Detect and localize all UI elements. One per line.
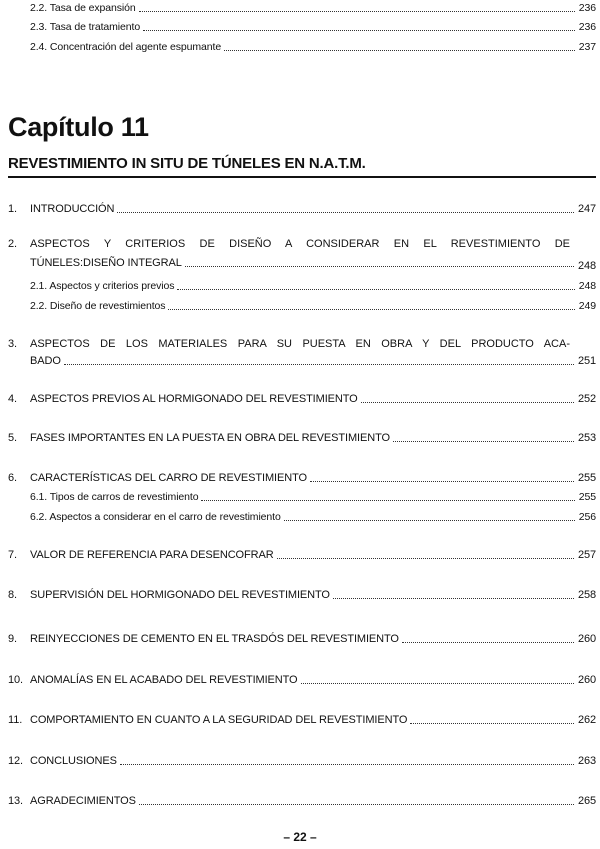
toc-entry-12 bbox=[0, 755, 600, 768]
toc-entry-label: AGRADECIMIENTOS bbox=[30, 795, 136, 807]
toc-entry-2 bbox=[0, 257, 600, 270]
toc-entry-page: 265 bbox=[577, 795, 596, 807]
toc-entry-label: CARACTERÍSTICAS DEL CARRO DE REVESTIMIENTO bbox=[30, 472, 307, 484]
toc-entry-2-4 bbox=[0, 41, 600, 54]
toc-entry-page: 260 bbox=[577, 674, 596, 686]
toc-entry-page: 251 bbox=[577, 355, 596, 367]
toc-entry-label: TÚNELES:DISEÑO INTEGRAL bbox=[30, 257, 182, 269]
dot-leader bbox=[310, 481, 574, 482]
toc-entry-label: FASES IMPORTANTES EN LA PUESTA EN OBRA DEL REVESTIMIENTO bbox=[30, 432, 390, 444]
toc-entry-number: 8. bbox=[8, 589, 17, 601]
dot-leader bbox=[117, 212, 574, 213]
toc-entry-page: 252 bbox=[577, 393, 596, 405]
toc-entry-2-3 bbox=[0, 21, 600, 34]
dot-leader bbox=[177, 289, 574, 290]
chapter-subtitle: REVESTIMIENTO IN SITU DE TÚNELES EN N.A.T.M. bbox=[8, 155, 366, 172]
toc-entry-number: 1. bbox=[8, 203, 17, 215]
toc-entry-label: 6.2. Aspectos a considerar en el carro de revestimiento bbox=[30, 511, 281, 523]
toc-entry-page: 248 bbox=[577, 260, 596, 272]
toc-entry-number: 13. bbox=[8, 795, 23, 807]
toc-entry-label: BADO bbox=[30, 355, 61, 367]
toc-entry-label: 2.2. Diseño de revestimientos bbox=[30, 300, 166, 312]
toc-entry-8 bbox=[0, 589, 600, 602]
toc-entry-label-line1: ASPECTOS DE LOS MATERIALES PARA SU PUESTA EN OBRA Y DEL PRODUCTO ACA- bbox=[30, 338, 570, 350]
dot-leader bbox=[64, 364, 574, 365]
toc-entry-label: INTRODUCCIÓN bbox=[30, 203, 115, 215]
toc-entry-2-2-diseno bbox=[0, 300, 600, 313]
toc-entry-page: 255 bbox=[577, 472, 596, 484]
dot-leader bbox=[410, 723, 574, 724]
toc-entry-label-line1: ASPECTOS Y CRITERIOS DE DISEÑO A CONSIDERAR EN EL REVESTIMIENTO DE bbox=[30, 238, 570, 250]
dot-leader bbox=[277, 558, 574, 559]
toc-entry-2-1 bbox=[0, 280, 600, 293]
dot-leader bbox=[139, 804, 574, 805]
toc-entry-page: 262 bbox=[577, 714, 596, 726]
toc-entry-number: 5. bbox=[8, 432, 17, 444]
dot-leader bbox=[333, 598, 574, 599]
toc-entry-7 bbox=[0, 549, 600, 562]
toc-entry-label: ASPECTOS PREVIOS AL HORMIGONADO DEL REVESTIMIENTO bbox=[30, 393, 358, 405]
toc-entry-label: 6.1. Tipos de carros de revestimiento bbox=[30, 491, 199, 503]
toc-entry-label: SUPERVISIÓN DEL HORMIGONADO DEL REVESTIMIENTO bbox=[30, 589, 330, 601]
toc-entry-label: VALOR DE REFERENCIA PARA DESENCOFRAR bbox=[30, 549, 274, 561]
toc-entry-2-2 bbox=[0, 2, 600, 15]
toc-entry-number: 11. bbox=[8, 714, 23, 726]
chapter-title: Capítulo 11 bbox=[8, 112, 149, 142]
toc-entry-page: 257 bbox=[577, 549, 596, 561]
toc-entry-page: 237 bbox=[578, 41, 596, 53]
toc-entry-page: 258 bbox=[577, 589, 596, 601]
toc-entry-page: 236 bbox=[578, 21, 596, 33]
dot-leader bbox=[139, 11, 575, 12]
toc-entry-page: 263 bbox=[577, 755, 596, 767]
toc-entry-number: 6. bbox=[8, 472, 17, 484]
toc-entry-page: 248 bbox=[578, 280, 596, 292]
page-number-footer: – 22 – bbox=[283, 830, 317, 844]
toc-entry-label: 2.1. Aspectos y criterios previos bbox=[30, 280, 175, 292]
toc-entry-number: 3. bbox=[8, 338, 17, 350]
toc-entry-10 bbox=[0, 674, 600, 687]
toc-entry-1 bbox=[0, 203, 600, 216]
toc-entry-page: 253 bbox=[577, 432, 596, 444]
toc-entry-number: 7. bbox=[8, 549, 17, 561]
dot-leader bbox=[361, 402, 574, 403]
dot-leader bbox=[393, 441, 574, 442]
toc-entry-11 bbox=[0, 714, 600, 727]
toc-entry-13 bbox=[0, 795, 600, 808]
toc-entry-number: 10. bbox=[8, 674, 23, 686]
dot-leader bbox=[402, 642, 574, 643]
dot-leader bbox=[224, 50, 575, 51]
toc-entry-page: 256 bbox=[578, 511, 596, 523]
toc-entry-label: CONCLUSIONES bbox=[30, 755, 117, 767]
toc-entry-page: 236 bbox=[578, 2, 596, 14]
toc-entry-page: 249 bbox=[578, 300, 596, 312]
toc-entry-label: COMPORTAMIENTO EN CUANTO A LA SEGURIDAD DEL REVESTIMIENTO bbox=[30, 714, 408, 726]
toc-entry-number: 2. bbox=[8, 238, 17, 250]
toc-entry-label: REINYECCIONES DE CEMENTO EN EL TRASDÓS DEL REVESTIMIENTO bbox=[30, 633, 399, 645]
dot-leader bbox=[143, 30, 575, 31]
dot-leader bbox=[168, 309, 574, 310]
toc-entry-6-1 bbox=[0, 491, 600, 504]
toc-entry-number: 4. bbox=[8, 393, 17, 405]
toc-entry-number: 12. bbox=[8, 755, 23, 767]
toc-entry-3 bbox=[0, 355, 600, 368]
heading-rule bbox=[8, 176, 596, 178]
toc-entry-6-2 bbox=[0, 511, 600, 524]
toc-entry-page: 255 bbox=[578, 491, 596, 503]
toc-entry-6 bbox=[0, 472, 600, 485]
toc-entry-label: 2.2. Tasa de expansión bbox=[30, 2, 136, 14]
toc-entry-page: 260 bbox=[577, 633, 596, 645]
toc-entry-label: 2.4. Concentración del agente espumante bbox=[30, 41, 222, 53]
dot-leader bbox=[301, 683, 574, 684]
toc-entry-5 bbox=[0, 432, 600, 445]
toc-entry-page: 247 bbox=[577, 203, 596, 215]
toc-entry-9 bbox=[0, 633, 600, 646]
dot-leader bbox=[284, 520, 575, 521]
toc-entry-label: 2.3. Tasa de tratamiento bbox=[30, 21, 141, 33]
toc-entry-number: 9. bbox=[8, 633, 17, 645]
dot-leader bbox=[201, 500, 574, 501]
toc-entry-4 bbox=[0, 393, 600, 406]
dot-leader bbox=[185, 266, 574, 267]
dot-leader bbox=[120, 764, 574, 765]
toc-entry-label: ANOMALÍAS EN EL ACABADO DEL REVESTIMIENTO bbox=[30, 674, 298, 686]
